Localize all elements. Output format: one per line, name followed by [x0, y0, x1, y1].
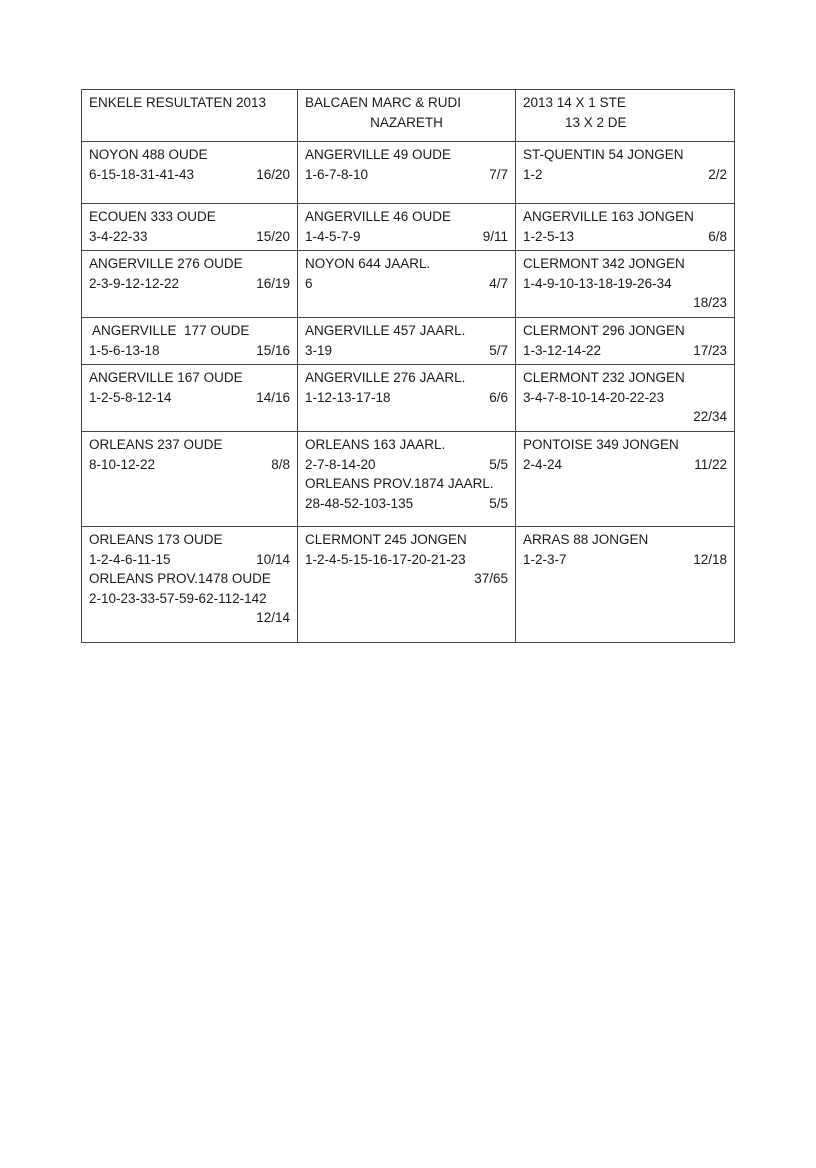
- race-title: ANGERVILLE 49 OUDE: [305, 147, 452, 162]
- race-placings: 28-48-52-103-135: [305, 495, 414, 511]
- table-row: [82, 317, 735, 364]
- race-cell: [516, 142, 735, 204]
- race-placings: 1-2-4-5-15-16-17-20-21-23: [305, 551, 466, 567]
- race-cell: [298, 204, 516, 251]
- header-cell-left: [82, 90, 298, 142]
- race-title: PONTOISE 349 JONGEN: [523, 436, 679, 452]
- race-cell: [298, 317, 516, 364]
- race-placings: 1-2-4-6-11-15: [89, 551, 171, 567]
- race-cell: [82, 526, 298, 642]
- fancier-names: BALCAEN MARC & RUDI: [305, 95, 462, 110]
- race-cell: [298, 431, 516, 526]
- race-title: ARRAS 88 JONGEN: [523, 531, 649, 547]
- race-score: 18/23: [693, 295, 727, 311]
- race-score: 17/23: [693, 342, 727, 358]
- race-placings: 1-2-5-13: [523, 228, 575, 244]
- race-score: 9/11: [482, 228, 508, 244]
- table-row: [82, 204, 735, 251]
- race-score: 12/14: [256, 610, 290, 626]
- summary-seconds: 13 X 2 DE: [565, 114, 627, 130]
- race-title: ANGERVILLE 177 OUDE: [89, 322, 250, 338]
- race-placings: 1-2: [523, 166, 543, 182]
- race-placings: 8-10-12-22: [89, 456, 156, 472]
- header-row: [82, 90, 735, 142]
- race-score: 5/5: [489, 456, 508, 472]
- race-score: 7/7: [489, 166, 508, 182]
- race-title: CLERMONT 296 JONGEN: [523, 322, 685, 338]
- header-title: ENKELE RESULTATEN 2013: [89, 95, 267, 110]
- race-score: 8/8: [271, 456, 290, 472]
- race-score: 11/22: [694, 456, 727, 472]
- table-row: [82, 431, 735, 526]
- race-score: 5/7: [489, 342, 508, 358]
- race-cell: [516, 317, 735, 364]
- race-score: 37/65: [474, 571, 508, 587]
- race-placings: 1-4-5-7-9: [305, 228, 361, 244]
- race-placings: 2-4-24: [523, 456, 563, 472]
- race-title: ANGERVILLE 167 OUDE: [89, 370, 243, 386]
- race-title: ORLEANS 163 JAARL.: [305, 436, 446, 452]
- race-title: NOYON 488 OUDE: [89, 147, 208, 162]
- race-score: 16/19: [256, 275, 290, 291]
- race-cell: [82, 204, 298, 251]
- table-row: [82, 526, 735, 642]
- race-placings: 1-6-7-8-10: [305, 166, 369, 182]
- race-score: 5/5: [489, 495, 508, 511]
- race-cell: [516, 526, 735, 642]
- header-cell-right: [516, 90, 735, 142]
- race-placings: 3-19: [305, 342, 333, 358]
- summary-firsts: 2013 14 X 1 STE: [523, 95, 626, 110]
- race-score: 14/16: [256, 389, 290, 405]
- race-placings: 2-7-8-14-20: [305, 456, 376, 472]
- results-table: [81, 89, 735, 643]
- header-cell-mid: [298, 90, 516, 142]
- race-score: 16/20: [256, 166, 290, 182]
- race-score: 2/2: [708, 166, 727, 182]
- race-title: ANGERVILLE 163 JONGEN: [523, 209, 694, 224]
- race-cell: [82, 431, 298, 526]
- race-title: ORLEANS 173 OUDE: [89, 531, 223, 547]
- race-placings: 2-3-9-12-12-22: [89, 275, 180, 291]
- table-row: [82, 142, 735, 204]
- race-placings: 6: [305, 275, 313, 291]
- race-title: ORLEANS PROV.1874 JAARL.: [305, 476, 494, 492]
- race-cell: [516, 431, 735, 526]
- race-cell: [298, 142, 516, 204]
- race-score: 4/7: [489, 275, 508, 291]
- race-title: ANGERVILLE 46 OUDE: [305, 209, 452, 224]
- race-title: ORLEANS 237 OUDE: [89, 436, 223, 452]
- fancier-location: NAZARETH: [370, 114, 443, 130]
- race-placings: 2-10-23-33-57-59-62-112-142: [89, 590, 267, 606]
- race-score: 12/18: [693, 551, 727, 567]
- race-title: ANGERVILLE 276 JAARL.: [305, 370, 466, 386]
- race-title: ECOUEN 333 OUDE: [89, 209, 216, 224]
- race-score: 22/34: [693, 409, 727, 425]
- race-score: 15/16: [256, 342, 290, 358]
- race-title: ANGERVILLE 276 OUDE: [89, 256, 243, 272]
- race-cell: [516, 365, 735, 432]
- race-cell: [298, 365, 516, 432]
- race-title: ST-QUENTIN 54 JONGEN: [523, 147, 684, 162]
- table-row: [82, 251, 735, 318]
- race-placings: 3-4-22-33: [89, 228, 148, 244]
- race-placings: 1-2-5-8-12-14: [89, 389, 172, 405]
- race-cell: [82, 317, 298, 364]
- race-title: CLERMONT 232 JONGEN: [523, 370, 685, 386]
- race-cell: [298, 526, 516, 642]
- race-cell: [82, 251, 298, 318]
- race-placings: 3-4-7-8-10-14-20-22-23: [523, 389, 665, 405]
- race-score: 10/14: [256, 551, 290, 567]
- race-score: 15/20: [256, 228, 290, 244]
- race-title: CLERMONT 245 JONGEN: [305, 531, 467, 547]
- race-cell: [516, 251, 735, 318]
- race-cell: [82, 142, 298, 204]
- race-placings: 6-15-18-31-41-43: [89, 166, 195, 182]
- race-title: ORLEANS PROV.1478 OUDE: [89, 571, 271, 587]
- race-cell: [516, 204, 735, 251]
- table-row: [82, 365, 735, 432]
- race-title: ANGERVILLE 457 JAARL.: [305, 322, 466, 338]
- race-placings: 1-12-13-17-18: [305, 389, 391, 405]
- race-cell: [82, 365, 298, 432]
- race-score: 6/8: [708, 228, 727, 244]
- race-placings: 1-2-3-7: [523, 551, 567, 567]
- race-title: CLERMONT 342 JONGEN: [523, 256, 685, 272]
- race-score: 6/6: [489, 389, 508, 405]
- race-cell: [298, 251, 516, 318]
- race-placings: 1-5-6-13-18: [89, 342, 160, 358]
- race-title: NOYON 644 JAARL.: [305, 256, 431, 272]
- race-placings: 1-4-9-10-13-18-19-26-34: [523, 275, 672, 291]
- race-placings: 1-3-12-14-22: [523, 342, 602, 358]
